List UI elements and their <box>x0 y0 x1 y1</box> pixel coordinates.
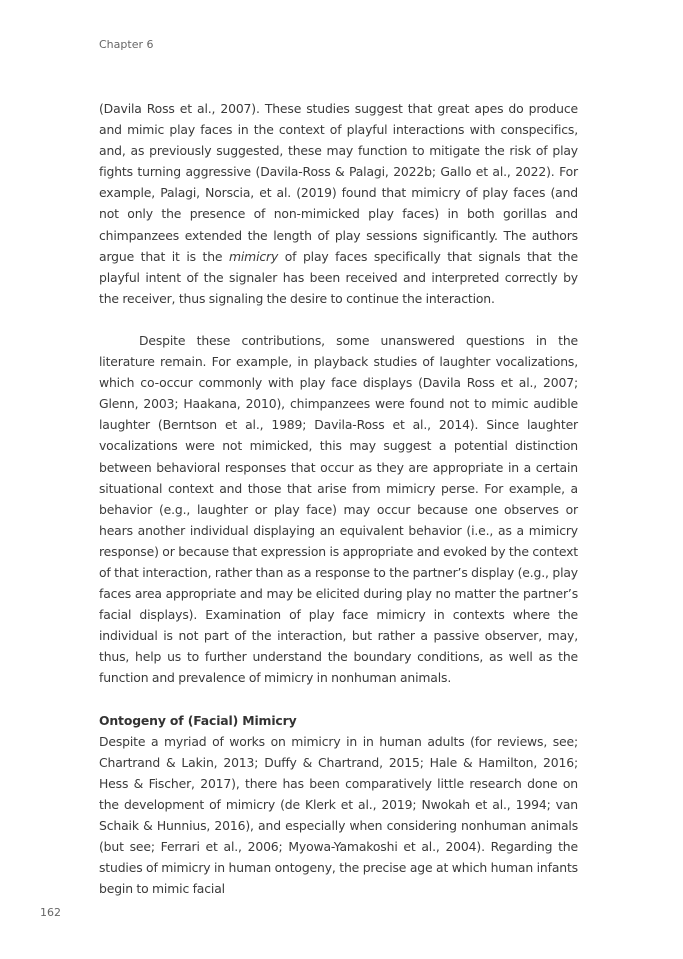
page-number: 162 <box>40 906 61 919</box>
paragraph-1 <box>99 98 578 309</box>
section-heading: Ontogeny of (Facial) Mimicry <box>99 712 297 728</box>
running-header: Chapter 6 <box>99 38 154 51</box>
paragraph-1-emphasis: mimicry <box>228 248 279 264</box>
paragraph-2: Despite these contributions, some unanswered questions in the literature remain. For example, in playback studies of laughter vocalizations, which co-occur commonly with play face displays (Davila Ross et al., 2007; Glenn, 2003; Haakana, 2010), chimpanzees were found not to mimic audible laughter (Berntson et al., 1989; Davila-Ross et al., 2014). Since laughter vocalizations were not mimicked, this may suggest a potential distinction between behavioral responses that occur as they are appropriate in a certain situational context and those that arise from mimicry perse. For example, a behavior (e.g., laughter or play face) may occur because one observes or hears another individual displaying an equivalent behavior (i.e., as a mimicry response) or because that expression is appropriate and evoked by the context of that interaction, rather than as a response to the partner’s display (e.g., play faces area appropriate and may be elicited during play no matter the partner’s facial displays). Examination of play face mimicry in contexts where the individual is not part of the interaction, but rather a passive observer, may, thus, help us to further understand the boundary conditions, as well as the function and prevalence of mimicry in nonhuman animals. <box>99 332 578 686</box>
page-body <box>99 98 578 899</box>
paragraph-1-text-b: of play faces specifically that signals that the playful intent of the signaler has been received and interpreted correctly by the receiver, thus signaling the desire to continue the interaction. <box>99 248 578 306</box>
paragraph-1-text-a: (Davila Ross et al., 2007). These studies suggest that great apes do produce and mimic play faces in the context of playful interactions with conspecifics, and, as previously suggested, these may function to mitigate the risk of play fights turning aggressive (Davila-Ross & Palagi, 2022b; Gallo et al., 2022). For example, Palagi, Norscia, et al. (2019) found that mimicry of play faces (and not only the presence of non-mimicked play faces) in both gorillas and chimpanzees extended the length of play sessions significantly. The authors argue that it is the <box>99 101 578 264</box>
paragraph-3: Despite a myriad of works on mimicry in in human adults (for reviews, see; Chartrand & Lakin, 2013; Duffy & Chartrand, 2015; Hale & Hamilton, 2016; Hess & Fischer, 2017), there has been comparatively little research done on the development of mimicry (de Klerk et al., 2019; Nwokah et al., 1994; van Schaik & Hunnius, 2016), and especially when considering nonhuman animals (but see; Ferrari et al., 2006; Myowa-Yamakoshi et al., 2004). Regarding the studies of mimicry in human ontogeny, the precise age at which human infants begin to mimic facial <box>99 733 578 897</box>
